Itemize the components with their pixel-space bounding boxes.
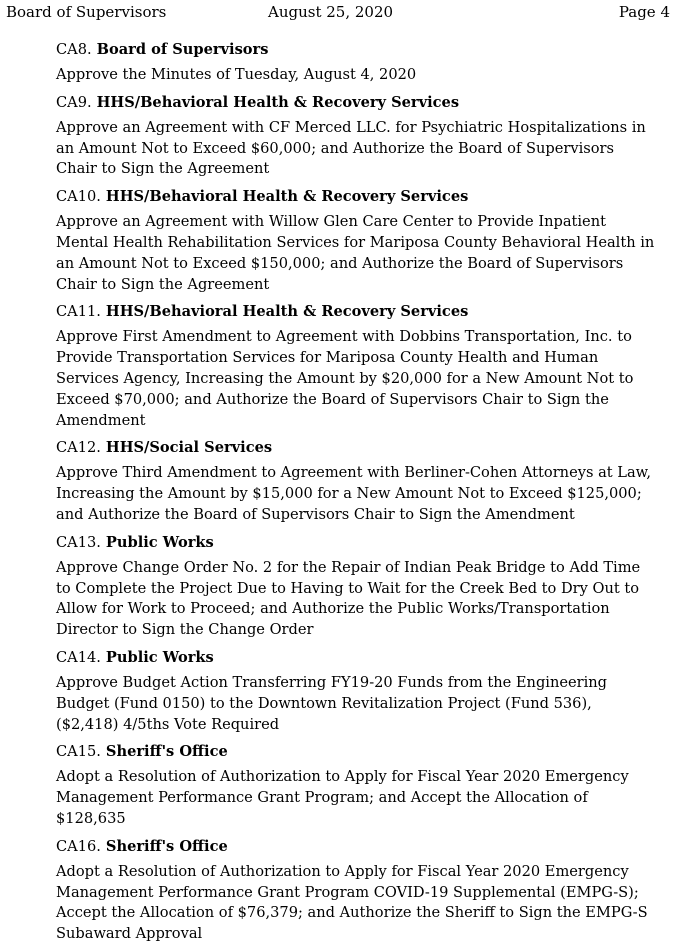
agenda-item-heading bbox=[56, 302, 660, 322]
agenda-item-department: Sheriff's Office bbox=[105, 743, 228, 761]
description-line: Amendment bbox=[56, 411, 146, 429]
agenda-item-description bbox=[56, 65, 660, 86]
description-line: Chair to Sign the Agreement bbox=[56, 160, 270, 178]
description-line: Services Agency, Increasing the Amount by $20,000 for a New Amount Not to bbox=[56, 369, 634, 387]
description-line: Adopt a Resolution of Authorization to Apply for Fiscal Year 2020 Emergency bbox=[56, 768, 629, 786]
consent-agenda-list bbox=[56, 40, 660, 952]
description-line: Exceed $70,000; and Authorize the Board of Supervisors Chair to Sign the bbox=[56, 390, 609, 408]
description-line: Subaward Approval bbox=[56, 925, 203, 943]
agenda-item-number: CA16. bbox=[56, 837, 101, 855]
agenda-item-description bbox=[56, 463, 660, 525]
agenda-item-heading bbox=[56, 648, 660, 668]
agenda-item-description bbox=[56, 118, 660, 180]
description-line: Approve Budget Action Transferring FY19-20 Funds from the Engineering bbox=[56, 673, 608, 691]
description-line: and Authorize the Board of Supervisors Chair to Sign the Amendment bbox=[56, 505, 575, 523]
agenda-item-department: Public Works bbox=[105, 533, 214, 551]
agenda-item-heading bbox=[56, 837, 660, 857]
description-line: ($2,418) 4/5ths Vote Required bbox=[56, 715, 280, 733]
agenda-item bbox=[56, 40, 660, 86]
agenda-item-number: CA10. bbox=[56, 188, 101, 206]
description-line: Accept the Allocation of $76,379; and Authorize the Sheriff to Sign the EMPG-S bbox=[56, 904, 648, 922]
agenda-item-description bbox=[56, 862, 660, 945]
description-line: Management Performance Grant Program COVID-19 Supplemental (EMPG-S); bbox=[56, 883, 639, 901]
agenda-item-description bbox=[56, 327, 660, 431]
description-line: Adopt a Resolution of Authorization to Apply for Fiscal Year 2020 Emergency bbox=[56, 862, 629, 880]
description-line: Approve Change Order No. 2 for the Repair of Indian Peak Bridge to Add Time bbox=[56, 558, 641, 576]
agenda-item bbox=[56, 187, 660, 295]
description-line: Approve the Minutes of Tuesday, August 4, 2020 bbox=[56, 66, 417, 83]
agenda-item-number: CA11. bbox=[56, 303, 101, 321]
description-line: an Amount Not to Exceed $150,000; and Authorize the Board of Supervisors bbox=[56, 254, 624, 272]
agenda-item-description bbox=[56, 212, 660, 295]
description-line: Approve an Agreement with Willow Glen Care Center to Provide Inpatient bbox=[56, 213, 606, 231]
description-line: Increasing the Amount by $15,000 for a New Amount Not to Exceed $125,000; bbox=[56, 485, 642, 503]
agenda-item bbox=[56, 648, 660, 735]
agenda-item-heading bbox=[56, 742, 660, 762]
agenda-item-number: CA12. bbox=[56, 439, 101, 457]
description-line: Allow for Work to Proceed; and Authorize the Public Works/Transportation bbox=[56, 600, 610, 618]
description-line: $128,635 bbox=[56, 809, 126, 827]
agenda-item-department: HHS/Social Services bbox=[105, 439, 273, 457]
agenda-item-number: CA14. bbox=[56, 648, 101, 666]
agenda-item bbox=[56, 438, 660, 525]
agenda-item-description bbox=[56, 673, 660, 735]
description-line: Approve Third Amendment to Agreement with Berliner-Cohen Attorneys at Law, bbox=[56, 464, 652, 482]
description-line: Approve First Amendment to Agreement with Dobbins Transportation, Inc. to bbox=[56, 328, 632, 346]
agenda-item bbox=[56, 302, 660, 431]
agenda-item-heading bbox=[56, 187, 660, 207]
agenda-item-number: CA15. bbox=[56, 743, 101, 761]
description-line: an Amount Not to Exceed $60,000; and Authorize the Board of Supervisors bbox=[56, 139, 614, 157]
agenda-item-description bbox=[56, 558, 660, 641]
header-board-name: Board of Supervisors bbox=[6, 3, 167, 21]
agenda-item-number: CA9. bbox=[56, 93, 92, 111]
agenda-item-number: CA8. bbox=[56, 41, 92, 58]
agenda-item bbox=[56, 533, 660, 641]
description-line: Budget (Fund 0150) to the Downtown Revitalization Project (Fund 536), bbox=[56, 694, 592, 712]
agenda-item bbox=[56, 93, 660, 180]
agenda-item-department: HHS/Behavioral Health & Recovery Services bbox=[96, 93, 460, 111]
description-line: Management Performance Grant Program; and Accept the Allocation of bbox=[56, 789, 588, 807]
agenda-item-department: Public Works bbox=[105, 648, 214, 666]
agenda-item-heading bbox=[56, 93, 660, 113]
agenda-item bbox=[56, 742, 660, 829]
agenda-item-department: HHS/Behavioral Health & Recovery Services bbox=[105, 303, 469, 321]
agenda-item-department: Board of Supervisors bbox=[96, 41, 269, 58]
description-line: Mental Health Rehabilitation Services for Mariposa County Behavioral Health in bbox=[56, 233, 655, 251]
agenda-item-heading bbox=[56, 533, 660, 553]
description-line: to Complete the Project Due to Having to Wait for the Creek Bed to Dry Out to bbox=[56, 579, 640, 597]
agenda-item-description bbox=[56, 767, 660, 829]
agenda-item-heading bbox=[56, 438, 660, 458]
agenda-item-department: Sheriff's Office bbox=[105, 837, 228, 855]
description-line: Provide Transportation Services for Mariposa County Health and Human bbox=[56, 349, 599, 367]
agenda-item-heading bbox=[56, 40, 660, 60]
agenda-item bbox=[56, 837, 660, 945]
header-date: August 25, 2020 bbox=[268, 3, 394, 21]
agenda-item-department: HHS/Behavioral Health & Recovery Services bbox=[105, 188, 469, 206]
description-line: Director to Sign the Change Order bbox=[56, 621, 314, 639]
agenda-item-number: CA13. bbox=[56, 533, 101, 551]
header-page-number: Page 4 bbox=[618, 3, 670, 21]
page-header bbox=[6, 3, 670, 25]
description-line: Chair to Sign the Agreement bbox=[56, 275, 270, 293]
description-line: Approve an Agreement with CF Merced LLC. for Psychiatric Hospitalizations in bbox=[56, 118, 646, 136]
